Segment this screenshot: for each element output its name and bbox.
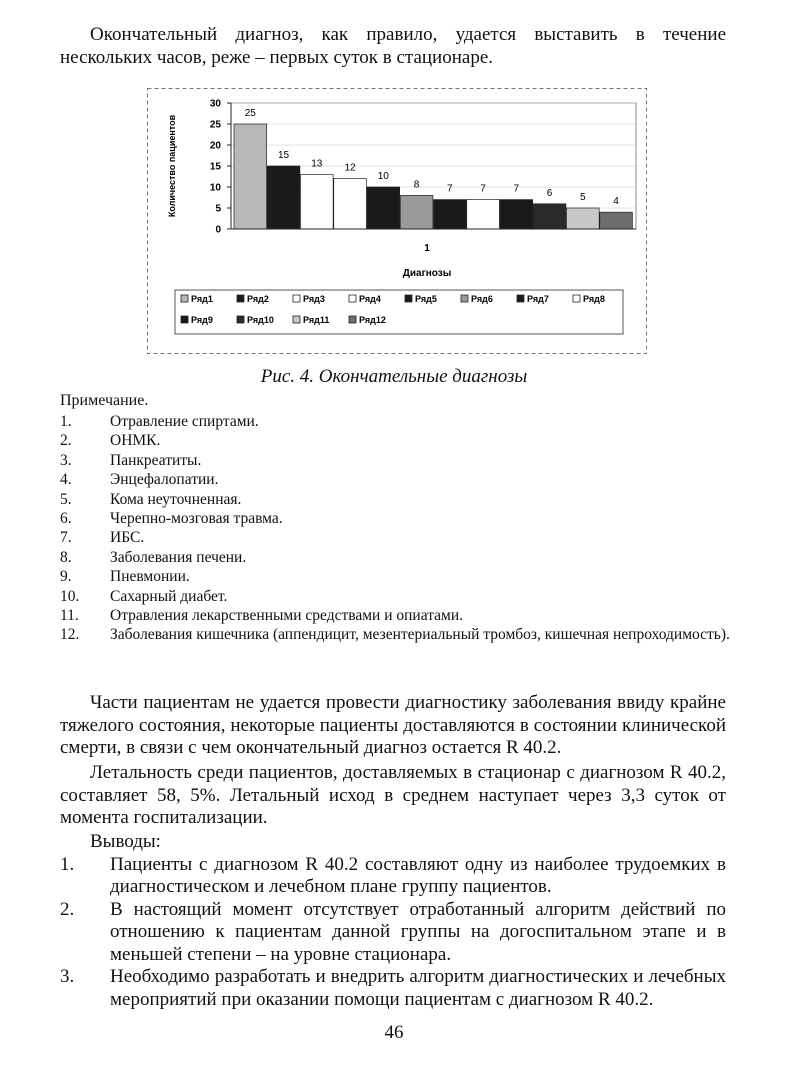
- conclusions-title: Выводы:: [90, 831, 161, 852]
- list-item: 12. Заболевания кишечника (аппендицит, мезентериальный тромбоз, кишечная непроходимость).: [60, 626, 730, 644]
- figure-caption: Рис. 4. Окончательные диагнозы: [260, 366, 528, 387]
- bar-value-label: 6: [546, 187, 553, 199]
- notes-title: Примечание.: [60, 392, 149, 409]
- bar-Ряд6: [400, 195, 433, 229]
- y-tick-label: 10: [209, 182, 221, 194]
- legend-swatch: [405, 295, 412, 302]
- bar-Ряд12: [600, 212, 633, 229]
- list-item: 3. Панкреатиты.: [60, 451, 202, 469]
- bar-Ряд9: [500, 200, 533, 229]
- legend-swatch: [181, 295, 188, 302]
- list-item: 3. Необходимо разработать и внедрить алгоритм диагностических и лечебных мероприятий при оказании помощи пациентам с диагнозом R 40.2.: [60, 966, 726, 1010]
- legend-swatch: [237, 316, 244, 323]
- bar-value-label: 8: [413, 179, 420, 191]
- legend-label: Ряд11: [303, 315, 330, 325]
- bar-value-label: 4: [613, 196, 619, 208]
- y-tick-label: 20: [209, 140, 221, 152]
- list-item: 1. Отравление спиртами.: [60, 413, 259, 430]
- legend-swatch: [237, 295, 244, 302]
- bar-value-label: 10: [377, 171, 389, 182]
- legend-label: Ряд12: [359, 315, 386, 325]
- bar-value-label: 12: [344, 162, 356, 174]
- bar-value-label: 7: [513, 183, 520, 195]
- bar-Ряд10: [533, 204, 566, 229]
- y-tick-label: 5: [215, 203, 221, 215]
- legend-label: Ряд10: [247, 315, 274, 325]
- legend-label: Ряд7: [527, 294, 549, 304]
- final-diagnoses-chart: [147, 88, 647, 354]
- legend-swatch: [573, 295, 580, 302]
- y-axis-title: Количество пациентов: [167, 114, 177, 218]
- bar-Ряд1: [234, 124, 267, 229]
- legend-swatch: [461, 295, 468, 302]
- legend-swatch: [517, 295, 524, 302]
- bar-Ряд2: [267, 166, 300, 229]
- bar-value-label: 7: [447, 183, 453, 195]
- list-item: 7. ИБС.: [60, 529, 145, 547]
- list-item: 4. Энцефалопатии.: [60, 471, 219, 489]
- list-item: 10. Сахарный диабет.: [60, 587, 228, 605]
- y-tick-label: 25: [209, 119, 221, 131]
- list-item: 5. Кома неуточненная.: [60, 490, 242, 508]
- list-item: 2. ОНМК.: [60, 432, 161, 450]
- list-item: 1. Пациенты с диагнозом R 40.2 составляют одну из наиболее трудоемких в диагностическом и лечебном плане группу пациентов.: [60, 853, 726, 897]
- bar-Ряд3: [301, 174, 334, 229]
- y-tick-labels: [210, 99, 231, 236]
- legend-label: Ряд6: [471, 294, 493, 304]
- legend-label: Ряд9: [191, 315, 213, 325]
- bar-Ряд5: [367, 187, 400, 229]
- legend-label: Ряд2: [247, 294, 269, 304]
- bar-Ряд11: [567, 208, 600, 229]
- bar-value-label: 13: [311, 158, 323, 170]
- list-item: 9. Пневмонии.: [60, 568, 190, 586]
- paragraph-mortality: Летальность среди пациентов, доставляемых в стационар с диагнозом R 40.2, составляет 58, 5%. Летальный исход в среднем наступает через 3,3 суток от момента госпитализации.: [60, 762, 726, 828]
- list-item: 11. Отравления лекарственными средствами и опиатами.: [60, 607, 464, 625]
- bar-Ряд8: [467, 200, 500, 229]
- legend-label: Ряд1: [191, 294, 213, 304]
- legend-label: Ряд4: [359, 294, 381, 304]
- legend-swatch: [293, 316, 300, 323]
- y-tick-label: 15: [209, 161, 221, 173]
- legend-swatch: [349, 295, 356, 302]
- list-item: 6. Черепно-мозговая травма.: [60, 510, 283, 528]
- legend-swatch: [181, 316, 188, 323]
- list-item: 8. Заболевания печени.: [60, 548, 247, 566]
- bar-value-label: 5: [580, 192, 586, 203]
- paragraph-diagnosis: Части пациентам не удается провести диагностику заболевания ввиду крайне тяжелого состояния, некоторые пациенты доставляются в состоянии клинической смерти, в связи с чем окончательный диагноз остается R 40.2.: [60, 692, 726, 758]
- legend-swatch: [293, 295, 300, 302]
- legend-label: Ряд8: [583, 294, 605, 304]
- y-tick-label: 30: [209, 98, 221, 110]
- bar-Ряд4: [334, 179, 367, 229]
- legend-label: Ряд3: [303, 294, 325, 304]
- intro-paragraph: Окончательный диагноз, как правило, удается выставить в течение нескольких часов, реже – первых суток в стационаре.: [60, 24, 726, 68]
- page-number: 46: [384, 1022, 404, 1043]
- x-tick-label: 1: [424, 243, 430, 254]
- bar-value-label: 15: [278, 150, 290, 161]
- bar-value-label: 25: [244, 108, 256, 119]
- legend-swatch: [349, 316, 356, 323]
- list-item: 2. В настоящий момент отсутствует отработанный алгоритм действий по отношению к пациентам данной группы на догоспитальном этапе и в меньшей степени – на уровне стационара.: [60, 898, 726, 965]
- notes-list: [60, 412, 730, 645]
- x-axis-title: Диагнозы: [402, 268, 452, 279]
- y-tick-label: 0: [215, 224, 221, 236]
- bar-value-label: 7: [480, 183, 486, 195]
- conclusions: [60, 831, 726, 1011]
- legend-label: Ряд5: [415, 294, 437, 304]
- bar-Ряд7: [434, 200, 467, 229]
